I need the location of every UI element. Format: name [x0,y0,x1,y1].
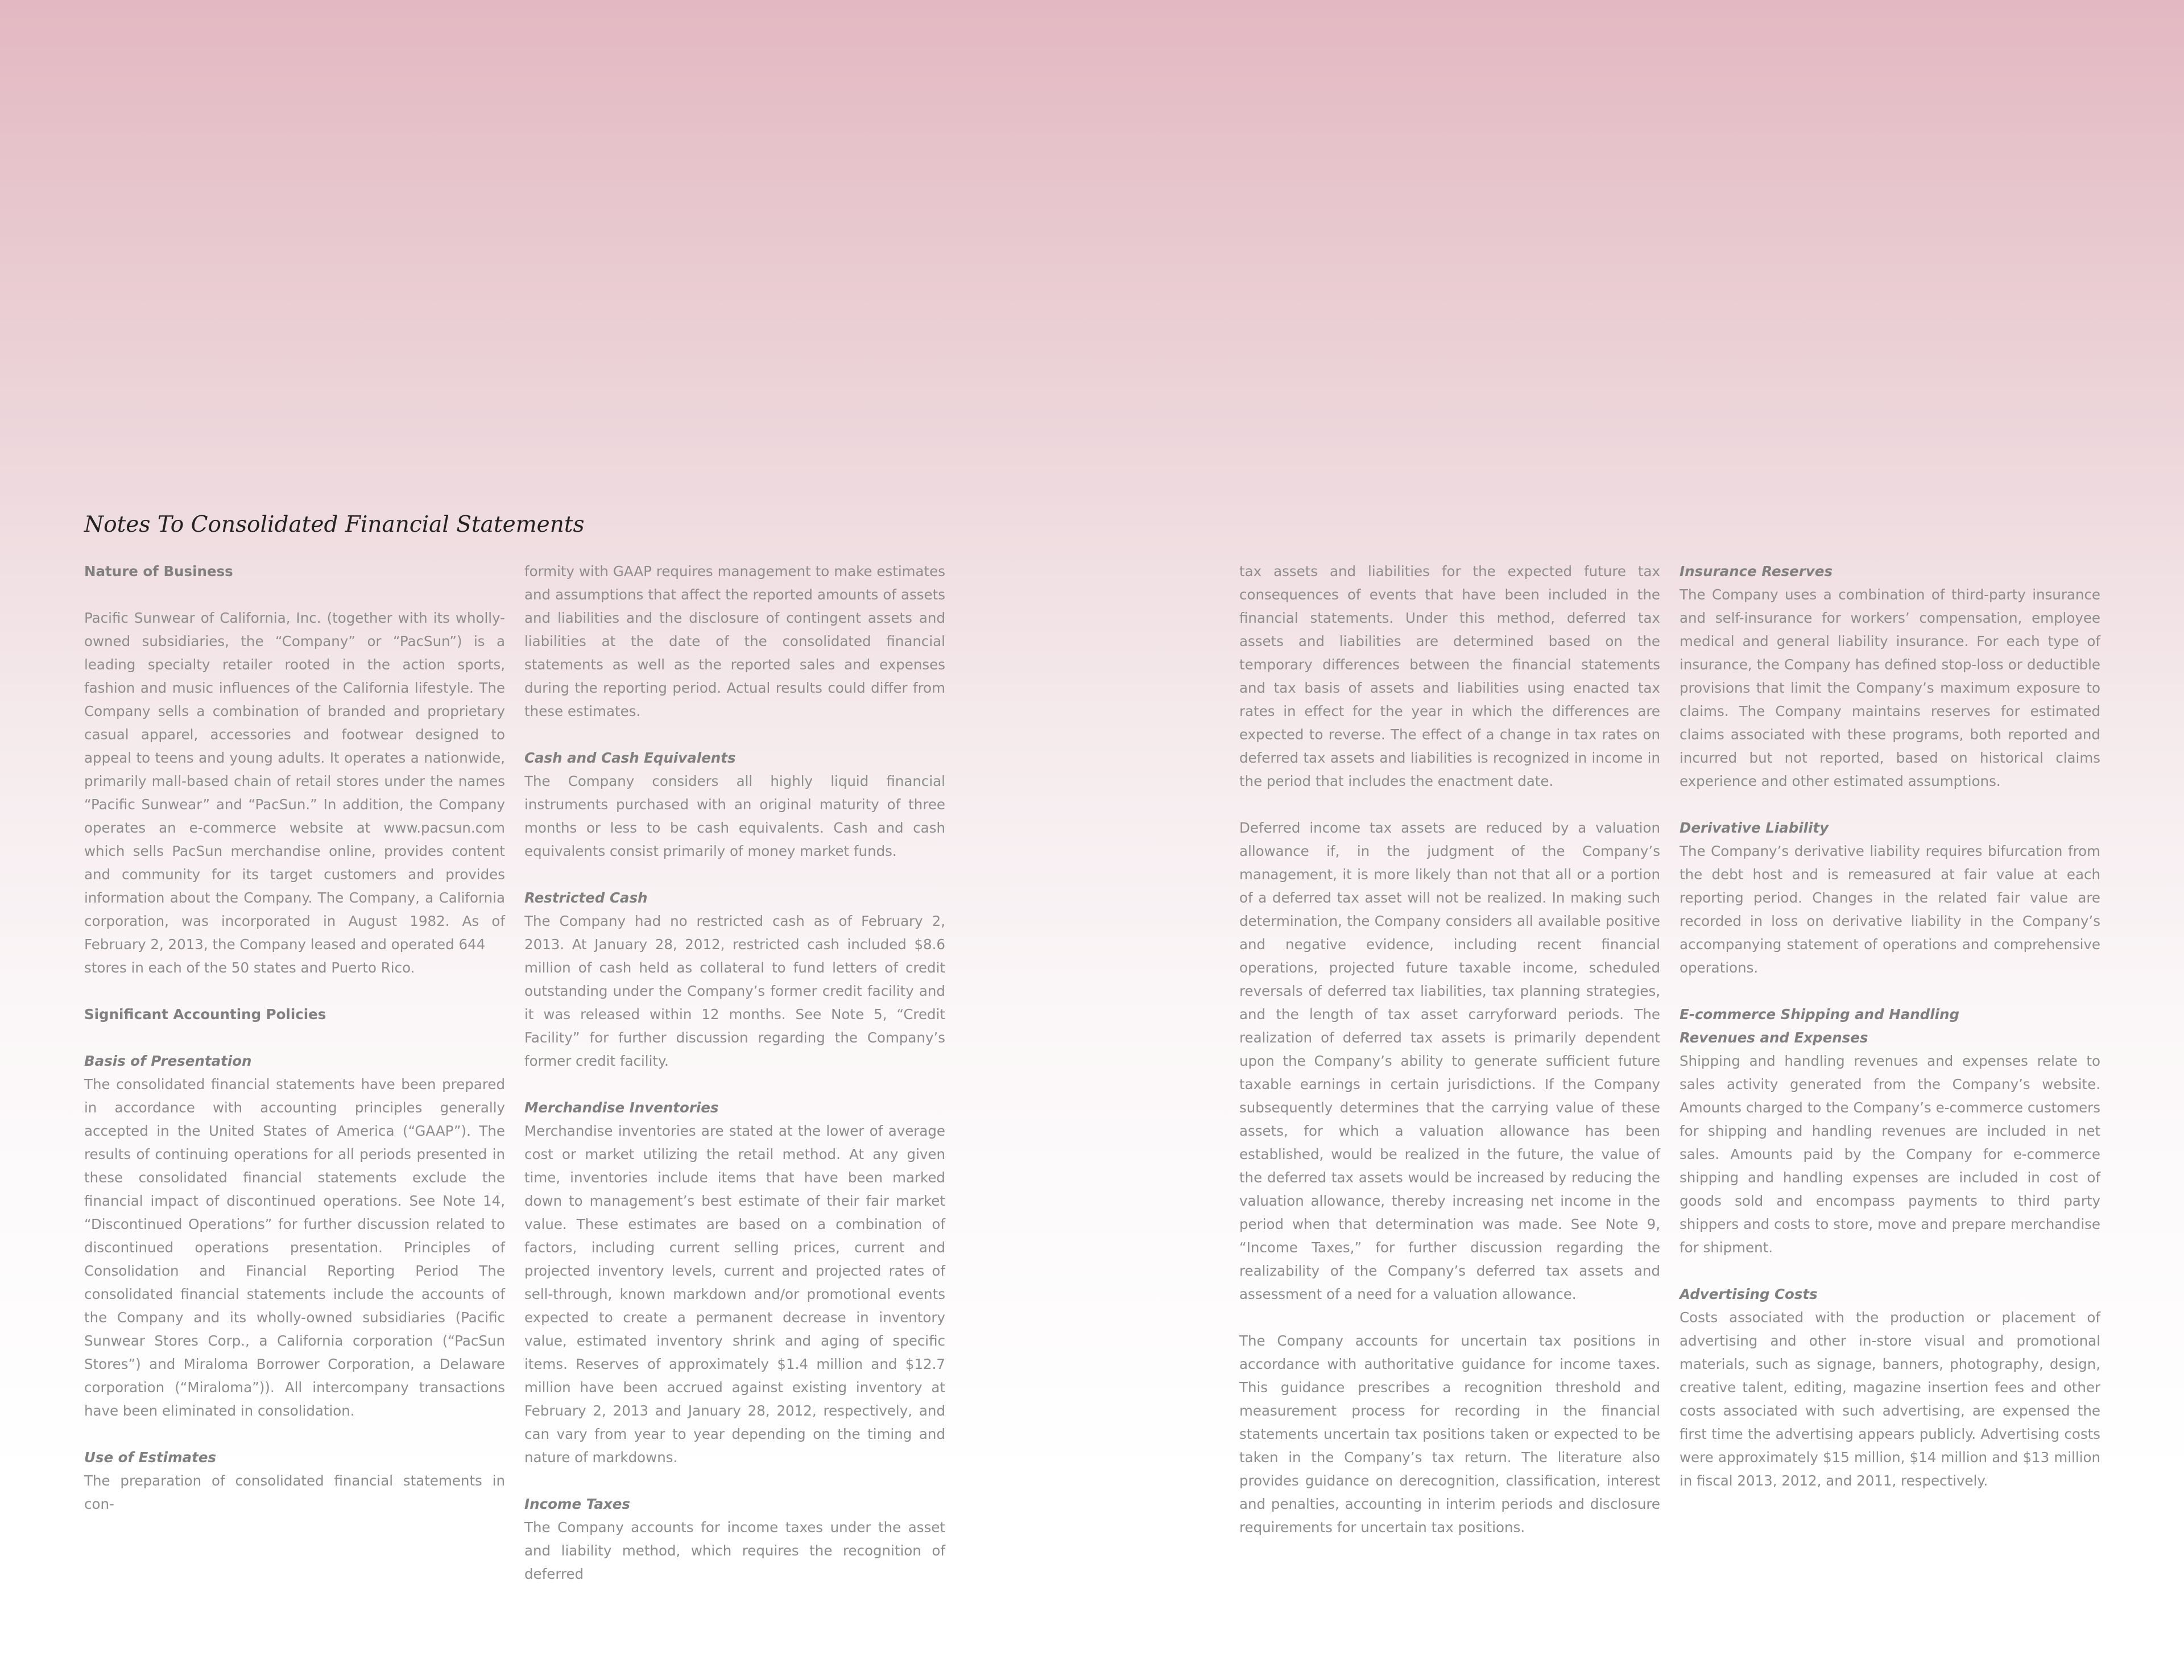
subsection-heading: E-commerce Shipping and Handling [1680,1006,1959,1023]
paragraph: The preparation of consolidated financial statements in con- [84,1472,505,1512]
section-merchandise-inventories [524,1096,945,1469]
section-heading: Nature of Business [84,563,233,580]
paragraph: Pacific Sunwear of California, Inc. (together with its wholly-owned subsidiaries, the “Company” or “PacSun”) is a leading specialty retailer rooted in the action sports, fashion and music influences of the California lifestyle. The Company sells a combination of branded and proprietary casual apparel, accessories and footwear designed to appeal to teens and young adults. It operates a nationwide, primarily mall-based chain of retail stores under the names “Pacific Sunwear” and “PacSun.” In addition, the Company operates an e-commerce website at www.pacsun.com which sells PacSun merchandise online, provides content and community for its target customers and provides information about the Company. The Company, a California corporation, was incorporated in August 1982. As of February 2, 2013, the Company leased and operated 644 [84,610,505,953]
section-uncertain-tax-positions [1239,1329,1660,1539]
section-income-taxes [524,1492,945,1586]
paragraph: Merchandise inventories are stated at the lower of average cost or market utilizing the retail method. At any given time, inventories include items that have been marked down to management’s best estimate of their fair market value. These estimates are based on a combination of factors, including current selling prices, current and projected inventory levels, current and projected rates of sell-through, known markdown and/or promotional events expected to create a permanent decrease in inventory value, estimated inventory shrink and aging of specific items. Reserves of approximately $1.4 million and $12.7 million have been accrued against existing inventory at February 2, 2013 and January 28, 2012, respectively, and can vary from year to year depending on the timing and nature of markdowns. [524,1123,945,1466]
subsection-heading: Advertising Costs [1680,1286,1818,1302]
subsection-heading: Cash and Cash Equivalents [524,750,736,766]
section-derivative-liability [1680,816,2100,979]
paragraph: Shipping and handling revenues and expenses relate to sales activity generated from the Company’s website. Amounts charged to the Company’s e-commerce customers for shipping and handling revenues are included in net sales. Amounts paid by the Company for e-commerce shipping and handling expenses are included in cost of goods sold and encompass payments to third party shippers and costs to store, move and prepare merchandise for shipment. [1680,1053,2100,1256]
paragraph: tax assets and liabilities for the expected future tax consequences of events that have been included in the financial statements. Under this method, deferred tax assets and liabilities are determined based on the temporary differences between the financial statements and tax basis of assets and liabilities using enacted tax rates in effect for the year in which the differences are expected to reverse. The effect of a change in tax rates on deferred tax assets and liabilities is recognized in income in the period that includes the enactment date. [1239,563,1660,789]
paragraph: formity with GAAP requires management to make estimates and assumptions that affect the reported amounts of assets and liabilities and the disclosure of contingent assets and liabilities at the date of the consolidated financial statements as well as the reported sales and expenses during the reporting period. Actual results could differ from these estimates. [524,563,945,719]
paragraph: Costs associated with the production or placement of advertising and other in-store visual and promotional materials, such as signage, banners, photography, design, creative talent, editing, magazine insertion fees and other costs associated with such advertising, are expensed the first time the advertising appears publicly. Advertising costs were approximately $15 million, $14 million and $13 million in fiscal 2013, 2012, and 2011, respectively. [1680,1309,2100,1489]
subsection-heading: Income Taxes [524,1496,630,1512]
paragraph: The consolidated financial statements have been prepared in accordance with accounting principles generally accepted in the United States of America (“GAAP”). The results of continuing operations for all periods presented in these consolidated financial statements exclude the financial impact of discontinued operations. See Note 14, “Discontinued Operations” for further discussion related to discontinued operations presentation. Principles of Consolidation and Financial Reporting Period The consolidated financial statements include the accounts of the Company and its wholly-owned subsidiaries (Pacific Sunwear Stores Corp., a California corporation (“PacSun Stores”) and Miraloma Borrower Corporation, a Delaware corporation (“Miraloma”)). All intercompany transactions have been eliminated in consolidation. [84,1076,505,1419]
text-column-1 [84,560,505,1516]
paragraph: The Company’s derivative liability requires bifurcation from the debt host and is remeasured at fair value at each reporting period. Changes in the related fair value are recorded in loss on derivative liability in the Company’s accompanying statement of operations and comprehensive operations. [1680,843,2100,976]
subsection-heading: Basis of Presentation [84,1053,252,1069]
subsection-heading: Revenues and Expenses [1680,1029,1868,1046]
paragraph: Deferred income tax assets are reduced by a valuation allowance if, in the judgment of the Company’s management, it is more likely than not that all or a portion of a deferred tax asset will not be realized. In making such determination, the Company considers all available positive and negative evidence, including recent financial operations, projected future taxable income, scheduled reversals of deferred tax liabilities, tax planning strategies, and the length of tax asset carryforward periods. The realization of deferred tax assets is primarily dependent upon the Company’s ability to generate sufficient future taxable earnings in certain jurisdictions. If the Company subsequently determines that the carrying value of these assets, for which a valuation allowance has been established, would be realized in the future, the value of the deferred tax assets would be increased by reducing the valuation allowance, thereby increasing net income in the period when that determination was made. See Note 9, “Income Taxes,” for further discussion regarding the realizability of the Company’s deferred tax assets and assessment of a need for a valuation allowance. [1239,820,1660,1302]
section-income-taxes-continued [1239,560,1660,793]
paragraph: The Company considers all highly liquid financial instruments purchased with an original maturity of three months or less to be cash equivalents. Cash and cash equivalents consist primarily of money market funds. [524,773,945,859]
section-advertising-costs [1680,1282,2100,1492]
section-significant-accounting-policies [84,1003,505,1422]
paragraph: The Company accounts for income taxes under the asset and liability method, which requires the recognition of deferred [524,1519,945,1582]
subsection-heading: Restricted Cash [524,889,648,906]
section-heading: Significant Accounting Policies [84,1006,326,1023]
page-title: Notes To Consolidated Financial Statements [84,512,585,537]
section-cash-and-cash-equivalents [524,746,945,863]
text-column-4 [1680,560,2100,1492]
text-column-3 [1239,560,1660,1539]
paragraph: The Company uses a combination of third-party insurance and self-insurance for workers’ compensation, employee medical and general liability insurance. For each type of insurance, the Company has defined stop-loss or deductible provisions that limit the Company’s maximum exposure to claims. The Company maintains reserves for estimated claims associated with these programs, both reported and incurred but not reported, based on historical claims experience and other estimated assumptions. [1680,586,2100,789]
text-column-2 [524,560,945,1586]
subsection-heading: Derivative Liability [1680,820,1829,836]
section-deferred-tax-assets [1239,816,1660,1306]
section-use-of-estimates [84,1446,505,1516]
section-use-of-estimates-continued [524,560,945,723]
paragraph: The Company accounts for uncertain tax positions in accordance with authoritative guidance for income taxes. This guidance prescribes a recognition threshold and measurement process for recording in the financial statements uncertain tax positions taken or expected to be taken in the Company’s tax return. The literature also provides guidance on derecognition, classification, interest and penalties, accounting in interim periods and disclosure requirements for uncertain tax positions. [1239,1333,1660,1536]
subsection-heading: Merchandise Inventories [524,1099,719,1116]
paragraph: stores in each of the 50 states and Puerto Rico. [84,959,415,976]
section-ecommerce-shipping [1680,1003,2100,1259]
section-insurance-reserves [1680,560,2100,793]
subsection-heading: Insurance Reserves [1680,563,1833,580]
paragraph: The Company had no restricted cash as of February 2, 2013. At January 28, 2012, restricted cash included $8.6 million of cash held as collateral to fund letters of credit outstanding under the Company’s former credit facility and it was released within 12 months. See Note 5, “Credit Facility” for further discussion regarding the Company’s former credit facility. [524,913,945,1069]
subsection-heading: Use of Estimates [84,1449,217,1466]
section-restricted-cash [524,886,945,1073]
section-nature-of-business [84,560,505,979]
